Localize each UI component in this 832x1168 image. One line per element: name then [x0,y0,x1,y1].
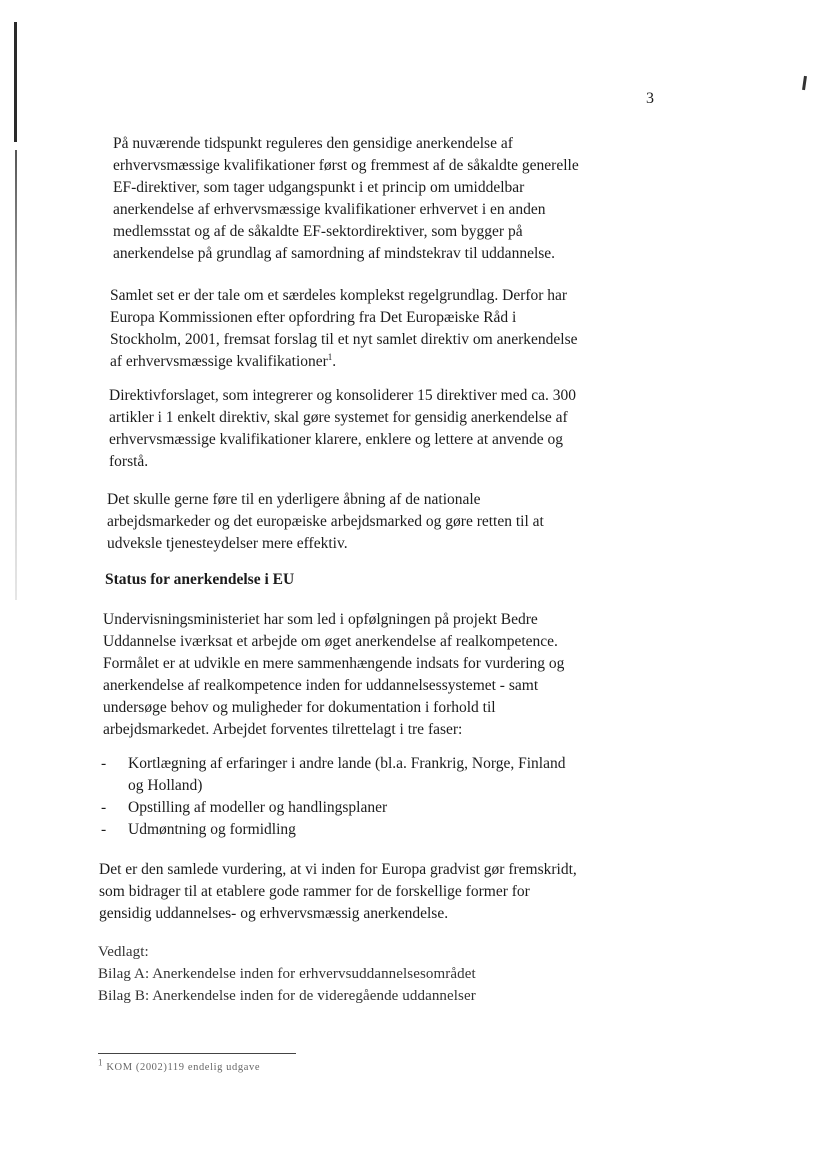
attachments-label: Vedlagt: [98,944,149,960]
footnote-divider [98,1053,296,1054]
phase-list [101,753,571,841]
list-item [101,819,571,841]
footnote-reference: 1 [327,351,333,362]
list-bullet-dash: - [101,821,107,838]
footnote [98,1057,261,1073]
scan-speck [802,76,807,90]
footnote-text: KOM (2002)119 endelig udgave [106,1062,261,1073]
footnote-number: 1 [98,1057,104,1068]
attachment-item: Bilag B: Anerkendelse inden for de videregående uddannelser [98,988,476,1004]
scan-edge-shadow [15,150,17,600]
paragraph-2-end: . [332,353,337,370]
list-bullet-dash: - [101,799,107,816]
paragraph-2 [110,285,580,373]
list-item [101,753,571,797]
page-number: 3 [646,90,654,107]
list-item-text: Kortlægning af erfaringer i andre lande (bl.a. Frankrig, Norge, Finland og Holland) [128,755,566,794]
paragraph-5: Undervisningsministeriet har som led i opfølgningen på projekt Bedre Uddannelse iværksat et arbejde om øget anerkendelse af realkompetence. Formålet er at udvikle en mere sammenhængende indsats for vurdering og anerkendelse af realkompetence inden for uddannelsessystemet - samt undersøge behov og muligheder for dokumentation i forhold til arbejdsmarkedet. Arbejdet forventes tilrettelagt i tre faser: [103,611,565,738]
list-bullet-dash: - [101,755,107,772]
list-item [101,797,571,819]
scan-edge-mark [14,22,17,142]
paragraph-4: Det skulle gerne føre til en yderligere åbning af de nationale arbejdsmarkeder og det europæiske arbejdsmarked og gøre retten til at udveksle tjenesteydelser mere effektiv. [107,491,544,552]
attachment-item: Bilag A: Anerkendelse inden for erhvervsuddannelsesområdet [98,966,476,982]
section-heading: Status for anerkendelse i EU [105,571,295,588]
list-item-text: Udmøntning og formidling [128,821,296,838]
paragraph-2-text: Samlet set er der tale om et særdeles komplekst regelgrundlag. Derfor har Europa Kommissionen efter opfordring fra Det Europæiske Råd i Stockholm, 2001, fremsat forslag til et nyt samlet direktiv om anerkendelse af erhvervsmæssige kvalifikationer [110,287,578,370]
paragraph-6: Det er den samlede vurdering, at vi inden for Europa gradvist gør fremskridt, som bidrager til at etablere gode rammer for de forskellige former for gensidig uddannelses- og erhvervsmæssig anerkendelse. [99,861,577,922]
attachments [98,941,578,1007]
list-item-text: Opstilling af modeller og handlingsplaner [128,799,388,816]
paragraph-1: På nuværende tidspunkt reguleres den gensidige anerkendelse af erhvervsmæssige kvalifikationer først og fremmest af de såkaldte generelle EF-direktiver, som tager udgangspunkt i et princip om umiddelbar anerkendelse af erhvervsmæssige kvalifikationer erhvervet i en anden medlemsstat og af de såkaldte EF-sektordirektiver, som bygger på anerkendelse på grundlag af samordning af mindstekrav til uddannelse. [113,135,579,262]
paragraph-3: Direktivforslaget, som integrerer og konsoliderer 15 direktiver med ca. 300 artikler i 1 enkelt direktiv, skal gøre systemet for gensidig anerkendelse af erhvervsmæssige kvalifikationer klarere, enklere og lettere at anvende og forstå. [109,387,577,470]
